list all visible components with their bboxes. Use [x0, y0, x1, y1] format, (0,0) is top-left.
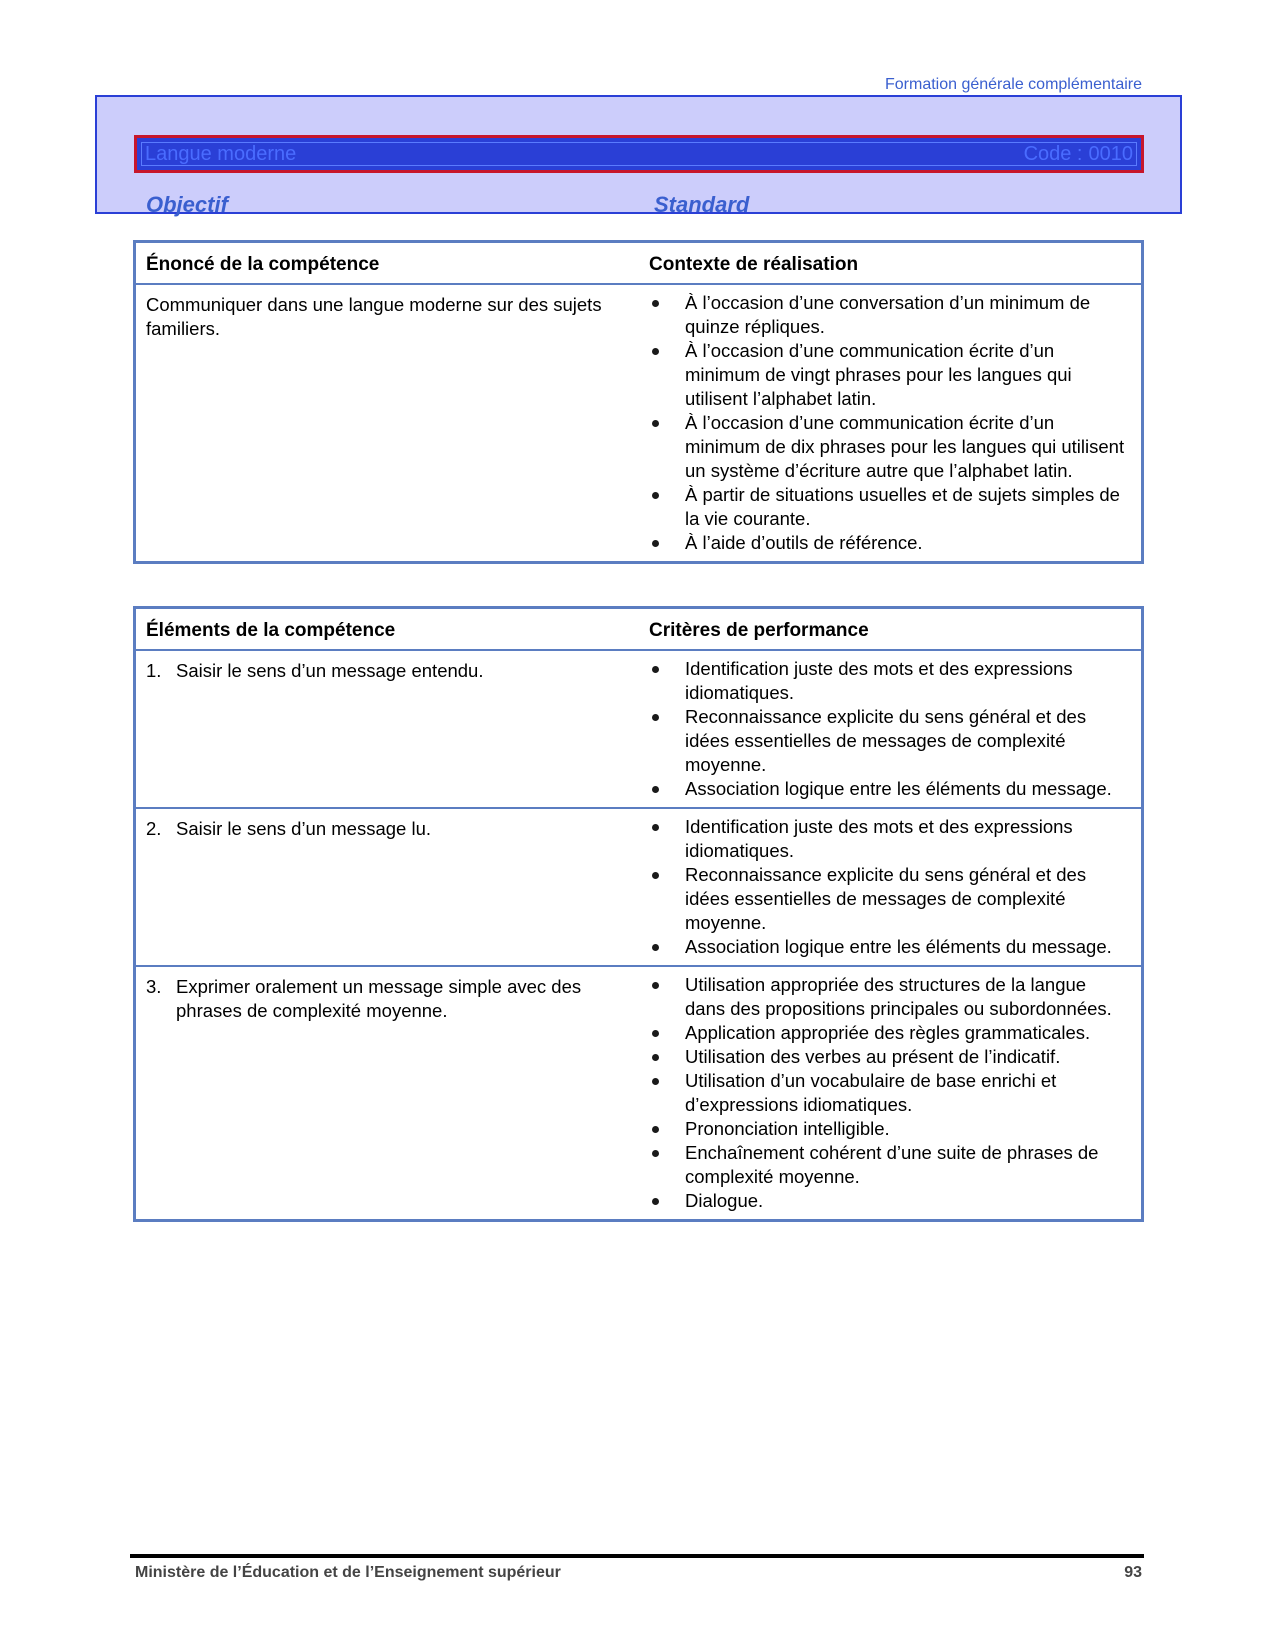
criterion-item: Utilisation des verbes au présent de l’indicatif. [649, 1045, 1131, 1069]
element-label: Saisir le sens d’un message lu. [176, 818, 432, 839]
objectif-label: Objectif [146, 192, 228, 217]
element-label: Exprimer oralement un message simple avec des phrases de complexité moyenne. [176, 976, 582, 1021]
element-number: 2. [146, 818, 162, 839]
course-title: Langue moderne [145, 142, 297, 165]
context-item: À l’aide d’outils de référence. [649, 531, 1131, 555]
criterion-item: Dialogue. [649, 1189, 1131, 1213]
criteria-header: Critères de performance [649, 620, 869, 641]
context-item: À partir de situations usuelles et de sujets simples de la vie courante. [649, 483, 1131, 531]
context-list [649, 291, 1131, 555]
context-item: À l’occasion d’une communication écrite d’un minimum de vingt phrases pour les langues qui utilisent l’alphabet latin. [649, 339, 1131, 411]
criterion-item: Prononciation intelligible. [649, 1117, 1131, 1141]
criterion-item: Utilisation appropriée des structures de la langue dans des propositions principales ou subordonnées. [649, 973, 1131, 1021]
footer-rule [130, 1554, 1144, 1558]
criterion-item: Reconnaissance explicite du sens général et des idées essentielles de messages de complexité moyenne. [649, 863, 1131, 935]
competency-statement: Communiquer dans une langue moderne sur des sujets familiers. [146, 294, 602, 339]
criterion-item: Utilisation d’un vocabulaire de base enrichi et d’expressions idiomatiques. [649, 1069, 1131, 1117]
criterion-item: Application appropriée des règles grammaticales. [649, 1021, 1131, 1045]
course-title-bar [134, 135, 1144, 173]
element-item [146, 659, 629, 683]
element-item [146, 975, 629, 1023]
element-number: 1. [146, 660, 162, 681]
table-row [135, 966, 1143, 1221]
statement-header: Énoncé de la compétence [146, 254, 380, 275]
element-number: 3. [146, 976, 162, 997]
competency-elements-table [133, 606, 1144, 1222]
criteria-cell [639, 808, 1143, 966]
criterion-item: Identification juste des mots et des expressions idiomatiques. [649, 657, 1131, 705]
criteria-cell [639, 650, 1143, 808]
table-row [135, 808, 1143, 966]
course-code-value: 0010 [1088, 142, 1133, 165]
table-row [135, 284, 1143, 563]
course-code-label: Code : [1023, 142, 1083, 165]
element-cell [135, 966, 640, 1221]
standard-label: Standard [654, 192, 750, 217]
footer-ministry: Ministère de l’Éducation et de l’Enseignement supérieur [135, 1564, 561, 1581]
footer [135, 1564, 1142, 1582]
table-header-row [135, 242, 1143, 285]
running-head: Formation générale complémentaire [884, 76, 1142, 93]
criterion-item: Association logique entre les éléments du message. [649, 777, 1131, 801]
criteria-list [649, 657, 1131, 801]
context-header: Contexte de réalisation [649, 254, 859, 275]
elements-header: Éléments de la compétence [146, 620, 396, 641]
element-cell [135, 650, 640, 808]
table-header-row [135, 608, 1143, 651]
criterion-item: Enchaînement cohérent d’une suite de phrases de complexité moyenne. [649, 1141, 1131, 1189]
context-cell [639, 284, 1143, 563]
competency-statement-table [133, 240, 1144, 564]
context-item: À l’occasion d’une communication écrite d’un minimum de dix phrases pour les langues qui utilisent un système d’écriture autre que l’alphabet latin. [649, 411, 1131, 483]
elements-body [135, 650, 1143, 1221]
page-number: 93 [1124, 1564, 1142, 1581]
criteria-list [649, 815, 1131, 959]
criterion-item: Reconnaissance explicite du sens général et des idées essentielles de messages de complexité moyenne. [649, 705, 1131, 777]
element-label: Saisir le sens d’un message entendu. [176, 660, 484, 681]
course-code [1024, 143, 1133, 166]
criterion-item: Association logique entre les éléments du message. [649, 935, 1131, 959]
criterion-item: Identification juste des mots et des expressions idiomatiques. [649, 815, 1131, 863]
criteria-list [649, 973, 1131, 1213]
criteria-cell [639, 966, 1143, 1221]
table-row [135, 650, 1143, 808]
element-cell [135, 808, 640, 966]
element-item [146, 817, 629, 841]
context-item: À l’occasion d’une conversation d’un minimum de quinze répliques. [649, 291, 1131, 339]
